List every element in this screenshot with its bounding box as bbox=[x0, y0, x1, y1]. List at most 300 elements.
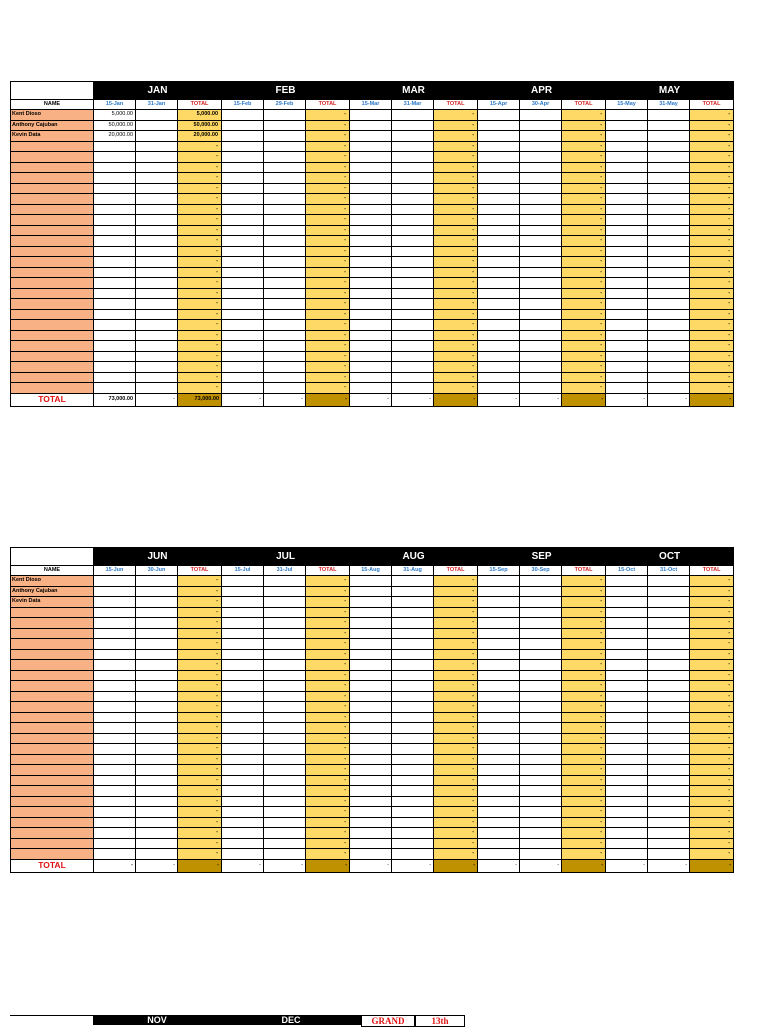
month-total-cell[interactable]: 50,000.00 bbox=[178, 120, 222, 131]
month-total-cell[interactable]: - bbox=[562, 628, 606, 639]
amount-cell[interactable] bbox=[606, 215, 648, 226]
amount-cell[interactable] bbox=[136, 691, 178, 702]
amount-cell[interactable] bbox=[648, 141, 690, 152]
month-total-cell[interactable]: - bbox=[690, 670, 734, 681]
employee-name[interactable] bbox=[11, 152, 94, 163]
amount-cell[interactable] bbox=[648, 660, 690, 671]
month-total-cell[interactable]: - bbox=[562, 639, 606, 650]
amount-cell[interactable] bbox=[478, 628, 520, 639]
amount-cell[interactable] bbox=[136, 597, 178, 608]
month-total-cell[interactable]: 20,000.00 bbox=[178, 131, 222, 142]
amount-cell[interactable] bbox=[222, 691, 264, 702]
amount-cell[interactable] bbox=[94, 576, 136, 587]
month-total-cell[interactable]: - bbox=[306, 204, 350, 215]
month-total-cell[interactable]: - bbox=[434, 194, 478, 205]
amount-cell[interactable] bbox=[392, 712, 434, 723]
month-total-cell[interactable]: - bbox=[306, 597, 350, 608]
amount-cell[interactable] bbox=[520, 586, 562, 597]
amount-cell[interactable] bbox=[392, 786, 434, 797]
amount-cell[interactable] bbox=[94, 828, 136, 839]
amount-cell[interactable] bbox=[264, 330, 306, 341]
employee-name[interactable] bbox=[11, 173, 94, 184]
amount-cell[interactable] bbox=[606, 597, 648, 608]
amount-cell[interactable] bbox=[392, 204, 434, 215]
amount-cell[interactable] bbox=[94, 754, 136, 765]
amount-cell[interactable] bbox=[136, 299, 178, 310]
month-total-cell[interactable]: - bbox=[690, 110, 734, 121]
amount-cell[interactable] bbox=[94, 702, 136, 713]
amount-cell[interactable] bbox=[350, 204, 392, 215]
amount-cell[interactable] bbox=[350, 807, 392, 818]
amount-cell[interactable] bbox=[392, 320, 434, 331]
amount-cell[interactable] bbox=[350, 838, 392, 849]
amount-cell[interactable] bbox=[136, 744, 178, 755]
amount-cell[interactable] bbox=[222, 320, 264, 331]
amount-cell[interactable] bbox=[136, 712, 178, 723]
employee-name[interactable] bbox=[11, 628, 94, 639]
amount-cell[interactable] bbox=[520, 628, 562, 639]
amount-cell[interactable] bbox=[648, 383, 690, 394]
month-total-cell[interactable]: - bbox=[434, 849, 478, 860]
amount-cell[interactable] bbox=[264, 141, 306, 152]
amount-cell[interactable] bbox=[264, 670, 306, 681]
amount-cell[interactable] bbox=[94, 320, 136, 331]
month-total-cell[interactable]: - bbox=[690, 723, 734, 734]
amount-cell[interactable] bbox=[478, 173, 520, 184]
month-total-cell[interactable]: - bbox=[562, 765, 606, 776]
month-total-cell[interactable]: - bbox=[690, 288, 734, 299]
amount-cell[interactable] bbox=[264, 131, 306, 142]
amount-cell[interactable] bbox=[478, 597, 520, 608]
amount-cell[interactable] bbox=[222, 351, 264, 362]
amount-cell[interactable] bbox=[478, 681, 520, 692]
amount-cell[interactable] bbox=[520, 817, 562, 828]
month-total-cell[interactable]: - bbox=[306, 120, 350, 131]
amount-cell[interactable] bbox=[392, 309, 434, 320]
amount-cell[interactable] bbox=[136, 173, 178, 184]
month-total-cell[interactable]: - bbox=[562, 173, 606, 184]
amount-cell[interactable] bbox=[94, 649, 136, 660]
amount-cell[interactable] bbox=[478, 817, 520, 828]
employee-name[interactable] bbox=[11, 362, 94, 373]
amount-cell[interactable] bbox=[264, 639, 306, 650]
month-total-cell[interactable]: - bbox=[434, 681, 478, 692]
month-total-cell[interactable]: - bbox=[178, 288, 222, 299]
month-total-cell[interactable]: - bbox=[434, 670, 478, 681]
amount-cell[interactable] bbox=[478, 372, 520, 383]
amount-cell[interactable] bbox=[648, 257, 690, 268]
month-total-cell[interactable]: - bbox=[562, 383, 606, 394]
amount-cell[interactable] bbox=[392, 576, 434, 587]
amount-cell[interactable] bbox=[606, 330, 648, 341]
month-total-cell[interactable]: - bbox=[306, 131, 350, 142]
amount-cell[interactable] bbox=[136, 649, 178, 660]
amount-cell[interactable] bbox=[264, 278, 306, 289]
amount-cell[interactable] bbox=[94, 744, 136, 755]
amount-cell[interactable] bbox=[136, 183, 178, 194]
month-total-cell[interactable]: - bbox=[434, 796, 478, 807]
month-total-cell[interactable]: - bbox=[306, 246, 350, 257]
amount-cell[interactable] bbox=[392, 288, 434, 299]
amount-cell[interactable] bbox=[350, 173, 392, 184]
month-total-cell[interactable]: - bbox=[562, 849, 606, 860]
amount-cell[interactable] bbox=[520, 691, 562, 702]
amount-cell[interactable] bbox=[606, 754, 648, 765]
amount-cell[interactable] bbox=[478, 618, 520, 629]
amount-cell[interactable] bbox=[520, 775, 562, 786]
amount-cell[interactable] bbox=[520, 351, 562, 362]
month-total-cell[interactable]: - bbox=[562, 712, 606, 723]
month-total-cell[interactable]: - bbox=[306, 320, 350, 331]
employee-name[interactable] bbox=[11, 670, 94, 681]
amount-cell[interactable] bbox=[350, 691, 392, 702]
amount-cell[interactable] bbox=[648, 183, 690, 194]
amount-cell[interactable] bbox=[392, 383, 434, 394]
month-total-cell[interactable]: - bbox=[178, 649, 222, 660]
amount-cell[interactable] bbox=[520, 141, 562, 152]
amount-cell[interactable] bbox=[136, 320, 178, 331]
amount-cell[interactable] bbox=[606, 775, 648, 786]
amount-cell[interactable] bbox=[392, 618, 434, 629]
employee-name[interactable] bbox=[11, 775, 94, 786]
amount-cell[interactable] bbox=[392, 628, 434, 639]
amount-cell[interactable] bbox=[648, 267, 690, 278]
month-total-cell[interactable]: - bbox=[306, 173, 350, 184]
month-total-cell[interactable]: - bbox=[434, 330, 478, 341]
month-total-cell[interactable]: - bbox=[306, 796, 350, 807]
employee-name[interactable] bbox=[11, 691, 94, 702]
month-total-cell[interactable]: - bbox=[562, 733, 606, 744]
month-total-cell[interactable]: - bbox=[306, 341, 350, 352]
amount-cell[interactable] bbox=[264, 120, 306, 131]
amount-cell[interactable] bbox=[264, 320, 306, 331]
month-total-cell[interactable]: - bbox=[306, 236, 350, 247]
amount-cell[interactable] bbox=[350, 849, 392, 860]
month-total-cell[interactable]: - bbox=[178, 754, 222, 765]
amount-cell[interactable] bbox=[478, 288, 520, 299]
amount-cell[interactable] bbox=[520, 194, 562, 205]
amount-cell[interactable] bbox=[520, 754, 562, 765]
amount-cell[interactable] bbox=[264, 702, 306, 713]
amount-cell[interactable] bbox=[478, 586, 520, 597]
amount-cell[interactable] bbox=[392, 744, 434, 755]
month-total-cell[interactable]: - bbox=[306, 215, 350, 226]
amount-cell[interactable] bbox=[520, 807, 562, 818]
month-total-cell[interactable]: - bbox=[690, 597, 734, 608]
amount-cell[interactable] bbox=[478, 204, 520, 215]
amount-cell[interactable] bbox=[350, 712, 392, 723]
amount-cell[interactable] bbox=[136, 120, 178, 131]
month-total-cell[interactable]: - bbox=[306, 288, 350, 299]
month-total-cell[interactable]: - bbox=[562, 309, 606, 320]
month-total-cell[interactable]: - bbox=[306, 660, 350, 671]
month-total-cell[interactable]: - bbox=[690, 649, 734, 660]
month-total-cell[interactable]: - bbox=[434, 639, 478, 650]
amount-cell[interactable] bbox=[478, 341, 520, 352]
employee-name[interactable] bbox=[11, 309, 94, 320]
amount-cell[interactable] bbox=[520, 215, 562, 226]
amount-cell[interactable] bbox=[136, 288, 178, 299]
amount-cell[interactable] bbox=[648, 849, 690, 860]
amount-cell[interactable] bbox=[520, 131, 562, 142]
month-total-cell[interactable]: - bbox=[690, 681, 734, 692]
amount-cell[interactable] bbox=[648, 733, 690, 744]
amount-cell[interactable] bbox=[264, 288, 306, 299]
amount-cell[interactable] bbox=[606, 586, 648, 597]
amount-cell[interactable] bbox=[392, 257, 434, 268]
employee-name[interactable]: Kent Dioso bbox=[11, 110, 94, 121]
amount-cell[interactable] bbox=[94, 309, 136, 320]
amount-cell[interactable] bbox=[392, 215, 434, 226]
amount-cell[interactable] bbox=[350, 639, 392, 650]
amount-cell[interactable] bbox=[606, 765, 648, 776]
month-total-cell[interactable]: - bbox=[178, 681, 222, 692]
amount-cell[interactable] bbox=[520, 320, 562, 331]
amount-cell[interactable] bbox=[392, 299, 434, 310]
amount-cell[interactable] bbox=[264, 204, 306, 215]
month-total-cell[interactable]: - bbox=[562, 702, 606, 713]
month-total-cell[interactable]: - bbox=[306, 330, 350, 341]
month-total-cell[interactable]: - bbox=[562, 183, 606, 194]
amount-cell[interactable] bbox=[136, 152, 178, 163]
amount-cell[interactable] bbox=[94, 838, 136, 849]
amount-cell[interactable] bbox=[94, 194, 136, 205]
amount-cell[interactable] bbox=[392, 236, 434, 247]
month-total-cell[interactable]: - bbox=[562, 754, 606, 765]
month-total-cell[interactable]: - bbox=[178, 194, 222, 205]
amount-cell[interactable] bbox=[478, 120, 520, 131]
amount-cell[interactable] bbox=[264, 246, 306, 257]
month-total-cell[interactable]: - bbox=[562, 744, 606, 755]
amount-cell[interactable] bbox=[94, 225, 136, 236]
amount-cell[interactable] bbox=[136, 330, 178, 341]
amount-cell[interactable] bbox=[222, 754, 264, 765]
amount-cell[interactable] bbox=[136, 660, 178, 671]
month-total-cell[interactable]: - bbox=[562, 246, 606, 257]
amount-cell[interactable] bbox=[264, 299, 306, 310]
amount-cell[interactable] bbox=[136, 639, 178, 650]
month-total-cell[interactable]: - bbox=[306, 733, 350, 744]
month-total-cell[interactable]: - bbox=[690, 618, 734, 629]
amount-cell[interactable] bbox=[648, 341, 690, 352]
employee-name[interactable] bbox=[11, 288, 94, 299]
amount-cell[interactable] bbox=[478, 152, 520, 163]
amount-cell[interactable] bbox=[136, 754, 178, 765]
amount-cell[interactable] bbox=[136, 817, 178, 828]
amount-cell[interactable] bbox=[264, 372, 306, 383]
amount-cell[interactable] bbox=[520, 744, 562, 755]
employee-name[interactable] bbox=[11, 330, 94, 341]
amount-cell[interactable] bbox=[606, 141, 648, 152]
amount-cell[interactable] bbox=[136, 586, 178, 597]
amount-cell[interactable] bbox=[222, 341, 264, 352]
amount-cell[interactable] bbox=[606, 309, 648, 320]
month-total-cell[interactable]: - bbox=[562, 341, 606, 352]
amount-cell[interactable] bbox=[392, 702, 434, 713]
amount-cell[interactable] bbox=[648, 670, 690, 681]
amount-cell[interactable] bbox=[648, 330, 690, 341]
amount-cell[interactable] bbox=[136, 786, 178, 797]
amount-cell[interactable] bbox=[264, 362, 306, 373]
amount-cell[interactable] bbox=[222, 660, 264, 671]
month-total-cell[interactable]: - bbox=[178, 320, 222, 331]
month-total-cell[interactable]: - bbox=[434, 733, 478, 744]
amount-cell[interactable] bbox=[94, 288, 136, 299]
month-total-cell[interactable]: - bbox=[434, 702, 478, 713]
month-total-cell[interactable]: - bbox=[178, 204, 222, 215]
amount-cell[interactable] bbox=[392, 141, 434, 152]
amount-cell[interactable] bbox=[350, 110, 392, 121]
employee-name[interactable] bbox=[11, 320, 94, 331]
amount-cell[interactable] bbox=[222, 849, 264, 860]
month-total-cell[interactable]: - bbox=[690, 183, 734, 194]
amount-cell[interactable] bbox=[136, 162, 178, 173]
amount-cell[interactable] bbox=[94, 236, 136, 247]
amount-cell[interactable] bbox=[520, 236, 562, 247]
amount-cell[interactable] bbox=[94, 257, 136, 268]
amount-cell[interactable] bbox=[350, 576, 392, 587]
amount-cell[interactable] bbox=[606, 383, 648, 394]
amount-cell[interactable] bbox=[478, 162, 520, 173]
month-total-cell[interactable]: - bbox=[690, 215, 734, 226]
month-total-cell[interactable]: - bbox=[562, 351, 606, 362]
amount-cell[interactable] bbox=[264, 162, 306, 173]
amount-cell[interactable] bbox=[606, 838, 648, 849]
month-total-cell[interactable]: - bbox=[178, 362, 222, 373]
amount-cell[interactable] bbox=[350, 215, 392, 226]
amount-cell[interactable] bbox=[392, 670, 434, 681]
month-total-cell[interactable]: - bbox=[690, 576, 734, 587]
amount-cell[interactable] bbox=[648, 246, 690, 257]
amount-cell[interactable] bbox=[350, 723, 392, 734]
month-total-cell[interactable]: - bbox=[434, 351, 478, 362]
amount-cell[interactable] bbox=[478, 194, 520, 205]
month-total-cell[interactable]: - bbox=[562, 215, 606, 226]
month-total-cell[interactable]: - bbox=[306, 817, 350, 828]
amount-cell[interactable] bbox=[350, 765, 392, 776]
amount-cell[interactable] bbox=[222, 225, 264, 236]
amount-cell[interactable] bbox=[520, 765, 562, 776]
employee-name[interactable] bbox=[11, 246, 94, 257]
amount-cell[interactable] bbox=[606, 817, 648, 828]
month-total-cell[interactable]: - bbox=[690, 236, 734, 247]
amount-cell[interactable] bbox=[94, 670, 136, 681]
month-total-cell[interactable]: - bbox=[690, 639, 734, 650]
amount-cell[interactable] bbox=[606, 576, 648, 587]
month-total-cell[interactable]: - bbox=[306, 670, 350, 681]
month-total-cell[interactable]: - bbox=[434, 586, 478, 597]
amount-cell[interactable] bbox=[136, 267, 178, 278]
amount-cell[interactable] bbox=[392, 681, 434, 692]
amount-cell[interactable] bbox=[222, 309, 264, 320]
month-total-cell[interactable]: - bbox=[562, 204, 606, 215]
month-total-cell[interactable]: - bbox=[434, 383, 478, 394]
month-total-cell[interactable]: - bbox=[178, 775, 222, 786]
amount-cell[interactable] bbox=[94, 586, 136, 597]
amount-cell[interactable] bbox=[222, 744, 264, 755]
amount-cell[interactable] bbox=[264, 597, 306, 608]
month-total-cell[interactable]: - bbox=[306, 586, 350, 597]
month-total-cell[interactable]: - bbox=[178, 723, 222, 734]
amount-cell[interactable] bbox=[478, 765, 520, 776]
month-total-cell[interactable]: - bbox=[690, 775, 734, 786]
employee-name[interactable] bbox=[11, 351, 94, 362]
amount-cell[interactable] bbox=[520, 246, 562, 257]
amount-cell[interactable] bbox=[136, 225, 178, 236]
amount-cell[interactable] bbox=[94, 372, 136, 383]
amount-cell[interactable] bbox=[222, 828, 264, 839]
amount-cell[interactable] bbox=[606, 807, 648, 818]
month-total-cell[interactable]: - bbox=[178, 607, 222, 618]
employee-name[interactable] bbox=[11, 649, 94, 660]
amount-cell[interactable] bbox=[606, 744, 648, 755]
amount-cell[interactable] bbox=[350, 372, 392, 383]
month-total-cell[interactable]: - bbox=[306, 299, 350, 310]
month-total-cell[interactable]: - bbox=[562, 586, 606, 597]
amount-cell[interactable] bbox=[392, 194, 434, 205]
amount-cell[interactable] bbox=[222, 681, 264, 692]
month-total-cell[interactable]: - bbox=[434, 110, 478, 121]
amount-cell[interactable] bbox=[136, 733, 178, 744]
amount-cell[interactable] bbox=[606, 681, 648, 692]
amount-cell[interactable] bbox=[392, 246, 434, 257]
amount-cell[interactable] bbox=[520, 225, 562, 236]
amount-cell[interactable] bbox=[606, 162, 648, 173]
month-total-cell[interactable]: - bbox=[178, 351, 222, 362]
amount-cell[interactable] bbox=[392, 173, 434, 184]
month-total-cell[interactable]: - bbox=[306, 628, 350, 639]
employee-name[interactable] bbox=[11, 341, 94, 352]
month-total-cell[interactable]: - bbox=[690, 712, 734, 723]
month-total-cell[interactable]: - bbox=[178, 586, 222, 597]
amount-cell[interactable] bbox=[520, 288, 562, 299]
employee-name[interactable] bbox=[11, 817, 94, 828]
amount-cell[interactable] bbox=[648, 110, 690, 121]
month-total-cell[interactable]: - bbox=[690, 267, 734, 278]
month-total-cell[interactable]: - bbox=[434, 173, 478, 184]
month-total-cell[interactable]: - bbox=[178, 309, 222, 320]
amount-cell[interactable] bbox=[606, 828, 648, 839]
amount-cell[interactable] bbox=[392, 152, 434, 163]
month-total-cell[interactable]: - bbox=[306, 183, 350, 194]
month-total-cell[interactable]: - bbox=[434, 372, 478, 383]
amount-cell[interactable] bbox=[648, 838, 690, 849]
amount-cell[interactable] bbox=[94, 362, 136, 373]
amount-cell[interactable] bbox=[648, 691, 690, 702]
amount-cell[interactable] bbox=[520, 330, 562, 341]
amount-cell[interactable] bbox=[94, 681, 136, 692]
amount-cell[interactable] bbox=[222, 786, 264, 797]
amount-cell[interactable] bbox=[136, 246, 178, 257]
amount-cell[interactable] bbox=[478, 660, 520, 671]
amount-cell[interactable] bbox=[392, 162, 434, 173]
month-total-cell[interactable]: - bbox=[178, 330, 222, 341]
amount-cell[interactable] bbox=[350, 351, 392, 362]
amount-cell[interactable] bbox=[606, 225, 648, 236]
amount-cell[interactable] bbox=[606, 351, 648, 362]
month-total-cell[interactable]: - bbox=[562, 838, 606, 849]
month-total-cell[interactable]: - bbox=[306, 618, 350, 629]
month-total-cell[interactable]: - bbox=[178, 639, 222, 650]
month-total-cell[interactable]: - bbox=[306, 754, 350, 765]
amount-cell[interactable] bbox=[392, 278, 434, 289]
month-total-cell[interactable]: - bbox=[690, 849, 734, 860]
month-total-cell[interactable]: - bbox=[434, 628, 478, 639]
month-total-cell[interactable]: - bbox=[562, 120, 606, 131]
amount-cell[interactable] bbox=[350, 131, 392, 142]
month-total-cell[interactable]: - bbox=[562, 828, 606, 839]
amount-cell[interactable] bbox=[350, 309, 392, 320]
